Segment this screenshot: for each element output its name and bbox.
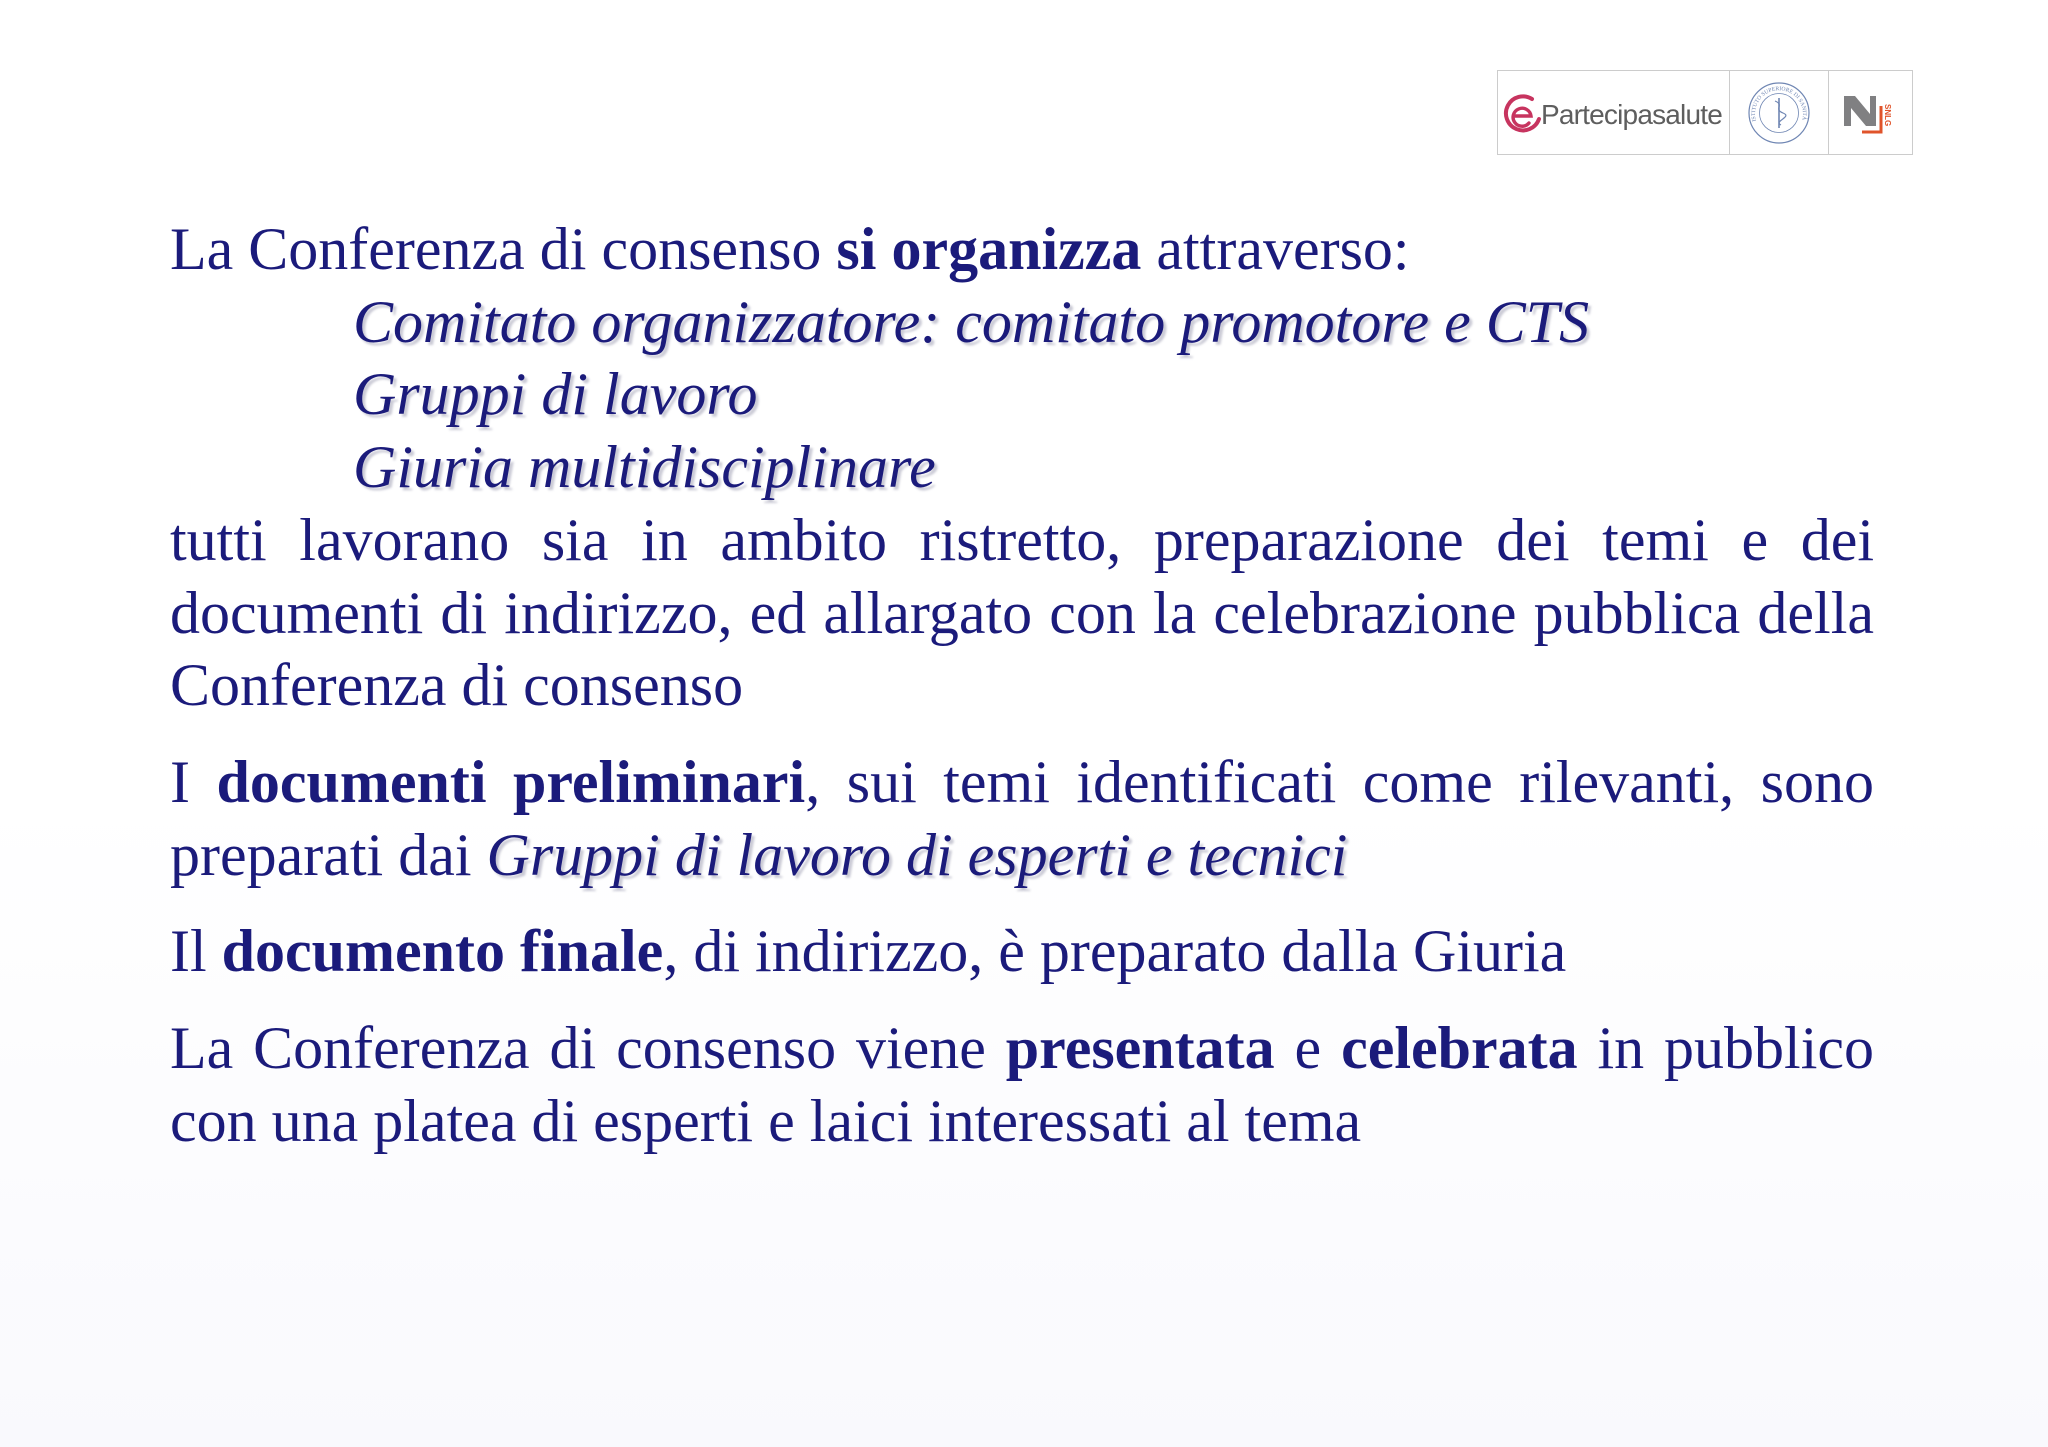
snlg-logo bbox=[1828, 71, 1912, 154]
spiral-inner-e-stroke bbox=[1513, 108, 1531, 126]
intro-line bbox=[170, 213, 1874, 286]
final-paragraph bbox=[170, 915, 1874, 988]
preliminary-italic: Gruppi di lavoro di esperti e tecnici bbox=[486, 821, 1348, 888]
preliminary-bold: documenti preliminari bbox=[216, 748, 806, 815]
header-logo-strip bbox=[1497, 70, 1913, 155]
seal-text: ISTITUTO SUPERIORE DI SANITÀ bbox=[1750, 85, 1808, 122]
intro-lead: La Conferenza di consenso bbox=[170, 216, 822, 282]
organizer-item-committee: Comitato organizzatore: comitato promotore e CTS bbox=[353, 288, 1590, 355]
brand-name: Partecipasalute bbox=[1541, 99, 1723, 130]
asclepius-seal-icon bbox=[1747, 81, 1811, 145]
iss-seal-logo bbox=[1729, 71, 1828, 154]
snlg-n-icon bbox=[1842, 92, 1904, 136]
public-mid: e bbox=[1294, 1015, 1322, 1082]
preliminary-paragraph bbox=[170, 746, 1874, 891]
public-paragraph bbox=[170, 1012, 1874, 1157]
final-lead: Il bbox=[170, 918, 207, 985]
intro-bold: si organizza bbox=[836, 216, 1142, 282]
public-bold-presented: presentata bbox=[1005, 1015, 1275, 1082]
public-bold-celebrated: celebrata bbox=[1341, 1015, 1578, 1082]
public-lead: La Conferenza di consenso viene bbox=[170, 1015, 986, 1082]
preliminary-mid: , sui temi identificati come rilevanti, sono preparati dai bbox=[170, 748, 1874, 888]
work-paragraph: tutti lavorano sia in ambito ristretto, preparazione dei temi e dei documenti di indirizzo, ed allargato con la celebrazione pubblica della Conferenza di consenso bbox=[170, 506, 1874, 719]
final-rest: , di indirizzo, è preparato dalla Giuria bbox=[663, 918, 1567, 985]
organizer-item-jury: Giuria multidisciplinare bbox=[353, 434, 936, 501]
intro-rest: attraverso: bbox=[1156, 216, 1410, 282]
public-rest: in pubblico con una platea di esperti e laici interessati al tema bbox=[170, 1015, 1875, 1154]
preliminary-lead: I bbox=[170, 748, 190, 815]
slide-body bbox=[170, 213, 1874, 1157]
organizer-item-working-groups: Gruppi di lavoro bbox=[353, 361, 758, 428]
snlg-n-shape bbox=[1844, 96, 1876, 126]
seal-snake bbox=[1775, 101, 1786, 125]
final-bold: documento finale bbox=[221, 918, 664, 985]
snlg-text: SNLG bbox=[1883, 104, 1892, 127]
partecipasalute-logo bbox=[1498, 71, 1729, 154]
